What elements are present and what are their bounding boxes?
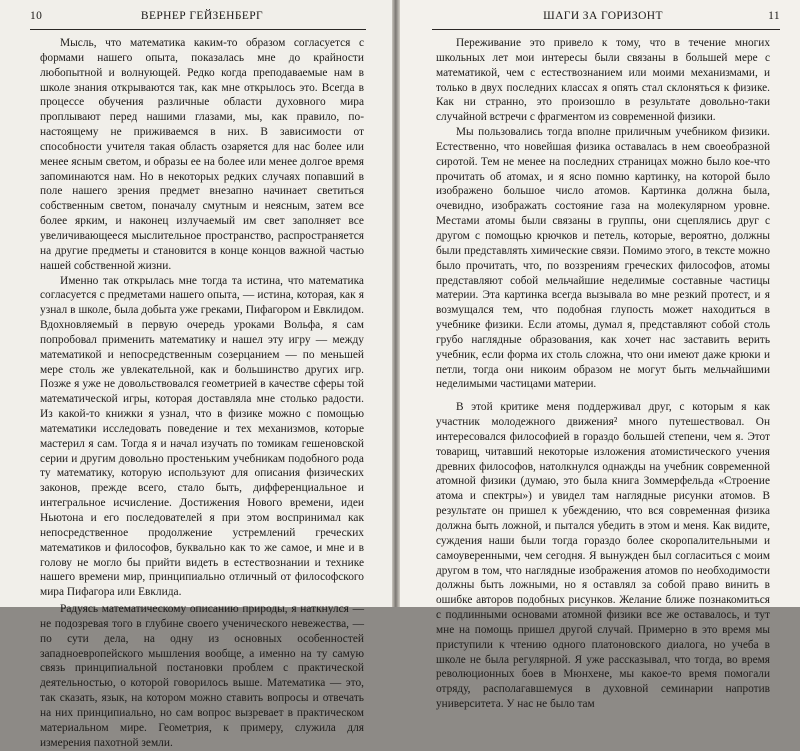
left-page-header (30, 10, 364, 28)
paragraph: Мы пользовались тогда вполне приличным учебником физики. Естественно, что новейшая физика оставалась в нем своеобразной сиротой. Тем не менее на последних страницах можно было кое-что прочитать об атомах, и я ясно помню картинку, на которой было изображено большое число атомов. Картинка должна была, очевидно, изображать состояние газа на молекулярном уровне. Местами атомы были связаны в группы, они сцеплялись друг с другом с помощью крючков и петель, которые, вероятно, должны были представлять химические связи. Помимо этого, в тексте можно было прочитать, что, по воззрениям греческих философов, атомы представляют собой мельчайшие неделимые составные частицы материи. Эта картинка всегда вызывала во мне резкий протест, и я возмущался тем, что подобная глупость может находиться в учебнике физики. Если атомы, думал я, представляют собой столь грубо наглядные образования, как хочет нас заставить верить учебник, если форма их столь сложна, что они имеют даже крюки и петли, тогда они никоим образом не могут быть мельчайшими неделимыми частицами материи. (436, 126, 770, 391)
left-page (0, 0, 392, 749)
paragraph: Переживание это привело к тому, что в течение многих школьных лет мои интересы были связаны в большей мере с математикой, чем с естествознанием или моими механизмами, и только в двух последних классах я опять стал склоняться к физике. Как ни странно, это произошло в результате довольно-таки случайной встречи с фрагментом из современной физики. (436, 37, 770, 124)
right-running-title: ШАГИ ЗА ГОРИЗОНТ (543, 10, 663, 22)
right-page (400, 0, 800, 711)
left-page-number: 10 (30, 10, 43, 22)
paragraph: Именно так открылась мне тогда та истина, что математика согласуется с предметами нашего опыта, — истина, которая, как я узнал в школе, была добыта уже греками, Пифагором и Евклидом. Вдохновляемый в первую очередь уроками Вольфа, я сам попробовал применить математику и нашел эту игру — между математикой и непосредственным созерцанием — по меньшей мере столь же увлекательной, как и большинство других игр. Позже я уже не довольствовался геометрией в качестве сферы той математической игры, которая доставляла мне столько радости. Из какой-то книжки я узнал, что в физике можно с помощью математики исследовать поведение и тех механизмов, которые мастерил я сам. Тогда я и начал изучать по томикам гешеновской серии и другим довольно простеньким учебникам подобного рода ту математику, которую используют для описания физических законов, прежде всего, стало быть, дифференциальное и интегральное исчисление. Достижения Нового времени, идеи Ньютона и его последователей я при этом воспринимал как непосредственное продолжение устремлений греческих математиков и философов, буквально как то же самое, и мне и в голову не могло бы прийти видеть в естествознании и технике нашего времени мир, принципиально отличный от философского мира Пифагора или Евклида. (40, 274, 364, 599)
right-page-body (436, 36, 770, 712)
left-header-rule (30, 29, 366, 30)
left-running-title: ВЕРНЕР ГЕЙЗЕНБЕРГ (140, 10, 264, 22)
left-page-body (40, 36, 364, 751)
book-gutter (392, 0, 400, 607)
right-header-rule (432, 29, 780, 30)
paragraph: Радуясь математическому описанию природы, я наткнулся — не подозревая того в глубине своего ученического невежества, — по сути дела, на одну из основных особенностей западноевропейского мышления вообще, а именно на ту самую связь принципиальной постановки проблем с практической деятельностью, о которой говорилось выше. Математика — это, так сказать, язык, на котором можно ставить вопросы и отвечать на них принципиально, но сам вопрос вызревает в практическом материальном мире. Геометрия, к примеру, служила для измерения пахотной земли. (40, 603, 364, 749)
right-page-number: 11 (768, 10, 780, 22)
paragraph: В этой критике меня поддерживал друг, с которым я как участник молодежного движения² много путешествовал. Он интересовался философией в гораздо большей степени, чем я. Этот товарищ, читавший некоторые изложения атомистического учения древних философов, натолкнулся однажды на учебник современной атомной физики (думаю, это была книга Зоммерфельда «Строение атома и спектры») и увидел там наглядные рисунки атомов. В результате он пришел к убеждению, что вся современная физика должна быть ложной, и пытался убедить в этом и меня. Как видите, суждения наши были тогда гораздо более скоропалительными и самоуверенными, чем сегодня. Я вынужден был согласиться с моим другом в том, что наглядные изображения атомов по необходимости должны быть ложными, но я оставлял за собой право винить в ошибке авторов подобных рисунков. Желание ближе познакомиться с подлинными основами атомной физики все же оставалось, и тут мне на помощь пришел другой случай. Примерно в это время мы приступили к чтению одного платоновского диалога, но учеба в школе не была регулярной. Я уже рассказывал, что тогда, во время революционных боев в Мюнхене, мы какое-то время помогали отряду, располагавшемуся в духовной семинарии напротив университета. У нас не было там (436, 401, 770, 711)
right-page-header (436, 10, 780, 28)
paragraph: Мысль, что математика каким-то образом согласуется с формами нашего опыта, показалась мне до крайности любопытной и волнующей. Редко когда преподаваемые нам в школе знания открываются так, как мне открылось это. Всегда в процессе обучения различные области духовного мира проплывают перед нашими глазами, мы, как правило, по-настоящему не приживаемся в них. В зависимости от способности учителя такая область озаряется для нас более или менее ясным светом, и образы ее на более или менее долгое время запоминаются нам. Но в некоторых редких случаях попавший в поле нашего зрения предмет внезапно начинает светиться собственным светом, поначалу смутным и неясным, затем все более ярким, и наконец излучаемый им свет заполняет все увеличивающееся мыслительное пространство, распространяется на другие предметы и становится в конце концов важной частью нашей собственной жизни. (40, 37, 364, 272)
